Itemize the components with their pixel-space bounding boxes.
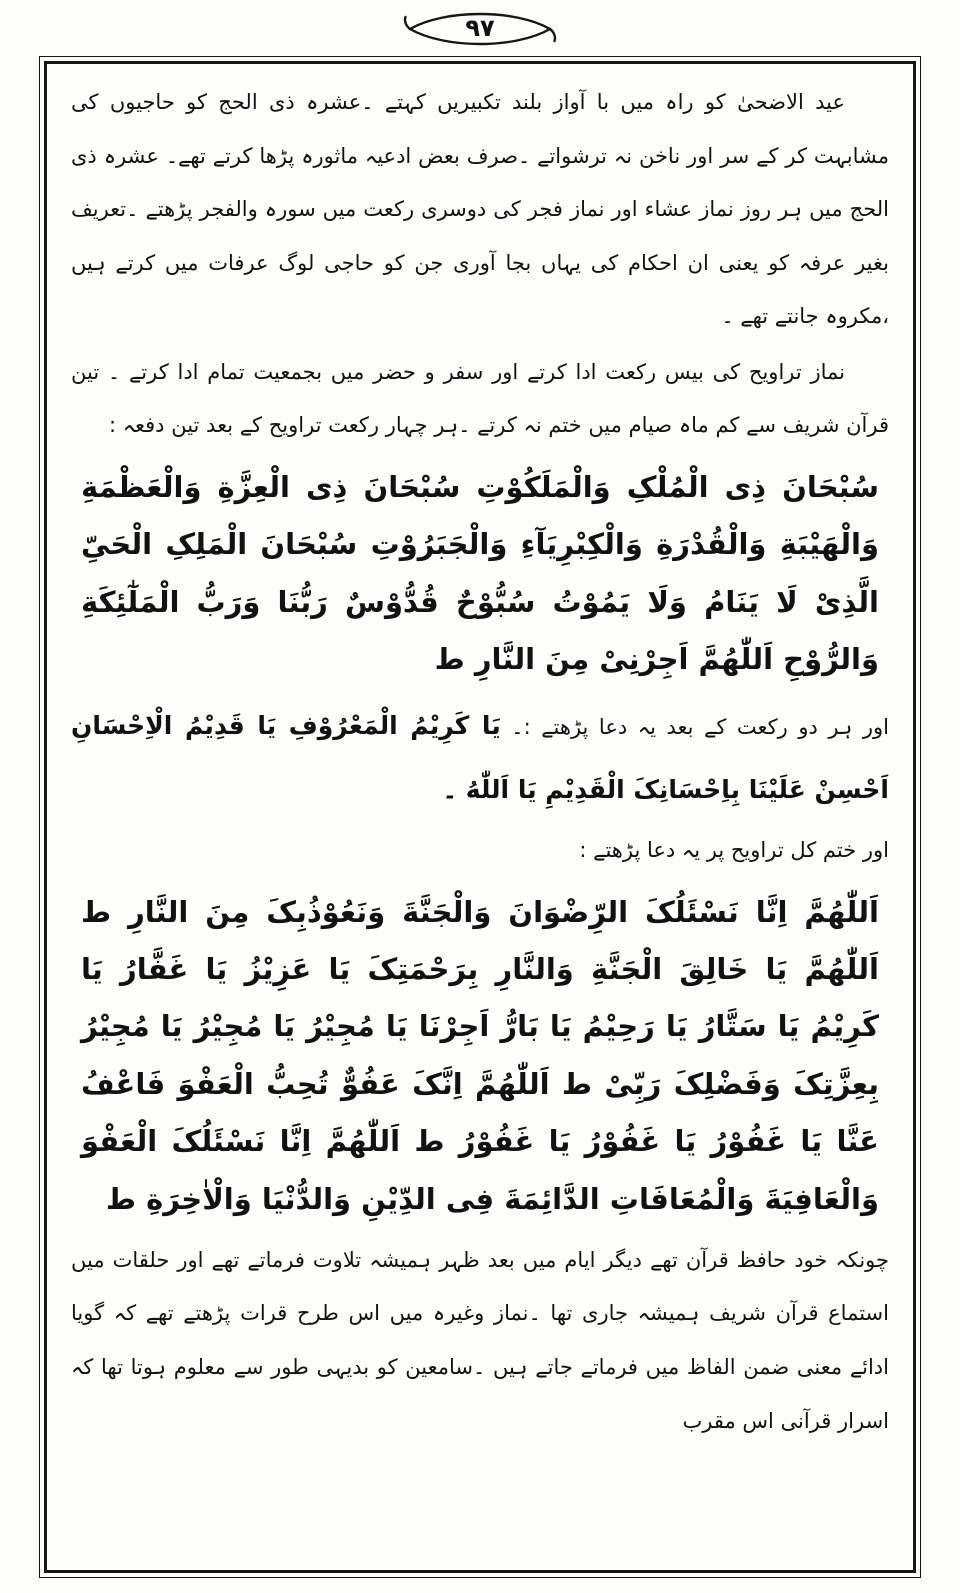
dua-tasbih-arabic: سُبْحَانَ ذِی الْمُلْکِ وَالْمَلَکُوْتِ سُبْحَانَ ذِی الْعِزَّةِ وَالْعَظْمَةِ وَالْهَیْبَةِ وَالْقُدْرَةِ وَالْکِبْرِیَآءِ وَالْجَبَرُوْتِ سُبْحَانَ الْمَلِکِ الْحَیِّ الَّذِیْ لَا یَنَامُ وَلَا یَمُوْتُ سُبُّوْحٌ قُدُّوْسٌ رَبُّنَا وَرَبُّ الْمَلٰٓئِکَةِ وَالرُّوْحِ اَللّٰهُمَّ اَجِرْنِیْ مِنَ النَّارِ ط	[81, 469, 879, 677]
paragraph-eid-takbeer: عید الاضحیٰ کو راہ میں با آواز بلند تکبیریں کہتے ۔عشرہ ذی الحج کو حاجیوں کی مشابہت کر کے سر اور ناخن نہ ترشواتے ۔صرف بعض ادعیہ ماثورہ پڑھا کرتے تھے۔ عشرہ ذی الحج میں ہر روز نماز عشاء اور نماز فجر کی دوسری رکعت میں سورہ والفجر پڑھتے ۔تعریف بغیر عرفہ کو یعنی ان احکام کی یہاں بجا آوری جن کو حاجی لوگ عرفات میں کرتے ہیں ،مکروہ جانتے تھے ۔	[71, 90, 889, 329]
after-two-rakat-urdu-text: اور ہر دو رکعت کے بعد یہ دعا پڑھتے :۔	[511, 715, 889, 740]
book-page	[0, 6, 960, 1593]
page-number: ٩٧	[465, 13, 495, 42]
page-content	[71, 76, 889, 1564]
line-khatam-taraweeh: اور ختم کل تراویح پر یہ دعا پڑھتے :	[579, 837, 889, 862]
page-number-badge	[400, 6, 560, 52]
page-border-outer	[39, 56, 921, 1578]
paragraph-after-two-rakat	[71, 694, 889, 822]
paragraph-taraweeh: نماز تراویح کی بیس رکعت ادا کرتے اور سفر و حضر میں بجمعیت تمام ادا کرتے ۔ تین قرآن شریف سے کم ماہ صیام میں ختم نہ کرتے ۔ہر چہار رکعت تراویح کے بعد تین دفعہ :	[71, 359, 889, 438]
paragraph-quran-recitation: چونکہ خود حافظ قرآن تھے دیگر ایام میں بعد ظہر ہمیشہ تلاوت فرماتے تھے اور حلقات میں استماع قرآن شریف ہمیشہ جاری تھا ۔نماز وغیرہ میں اس طرح قرات پڑھتے تھے کہ گویا ادائے معنی ضمن الفاظ میں فرماتے جاتے ہیں ۔سامعین کو بدیہی طور سے معلوم ہوتا تھا کہ اسرار قرآنی اس مقرب	[71, 1247, 889, 1433]
dua-after-two-rakat-arabic: یَا کَرِیْمُ الْمَعْرُوْفِ یَا قَدِیْمُ الْاِحْسَانِ اَحْسِنْ عَلَیْنَا بِاِحْسَانِکَ الْقَدِیْمِ یَا اَللّٰهُ ۔	[71, 711, 889, 805]
page-border-inner	[44, 61, 916, 1573]
dua-khatam-taraweeh-arabic: اَللّٰهُمَّ اِنَّا نَسْئَلُکَ الرِّضْوَانَ وَالْجَنَّةَ وَنَعُوْذُبِکَ مِنَ النَّارِ ط اَللّٰهُمَّ یَا خَالِقَ الْجَنَّةِ وَالنَّارِ بِرَحْمَتِکَ یَا عَزِیْزُ یَا غَفَّارُ یَا کَرِیْمُ یَا سَتَّارُ یَا رَحِیْمُ یَا بَارُّ اَجِرْنَا یَا مُجِیْرُ یَا مُجِیْرُ یَا مُجِیْرُ بِعِزَّتِکَ وَفَضْلِکَ رَبِّیْ ط اَللّٰهُمَّ اِنَّکَ عَفُوٌّ تُحِبُّ الْعَفْوَ فَاعْفُ عَنَّا یَا غَفُوْرُ یَا غَفُوْرُ یَا غَفُوْرُ ط اَللّٰهُمَّ اِنَّا نَسْئَلُکَ الْعَفْوَ وَالْعَافِیَةَ وَالْمُعَافَاتِ الدَّائِمَةَ فِی الدِّیْنِ وَالدُّنْیَا وَالْاٰخِرَةِ ط	[81, 894, 879, 1216]
